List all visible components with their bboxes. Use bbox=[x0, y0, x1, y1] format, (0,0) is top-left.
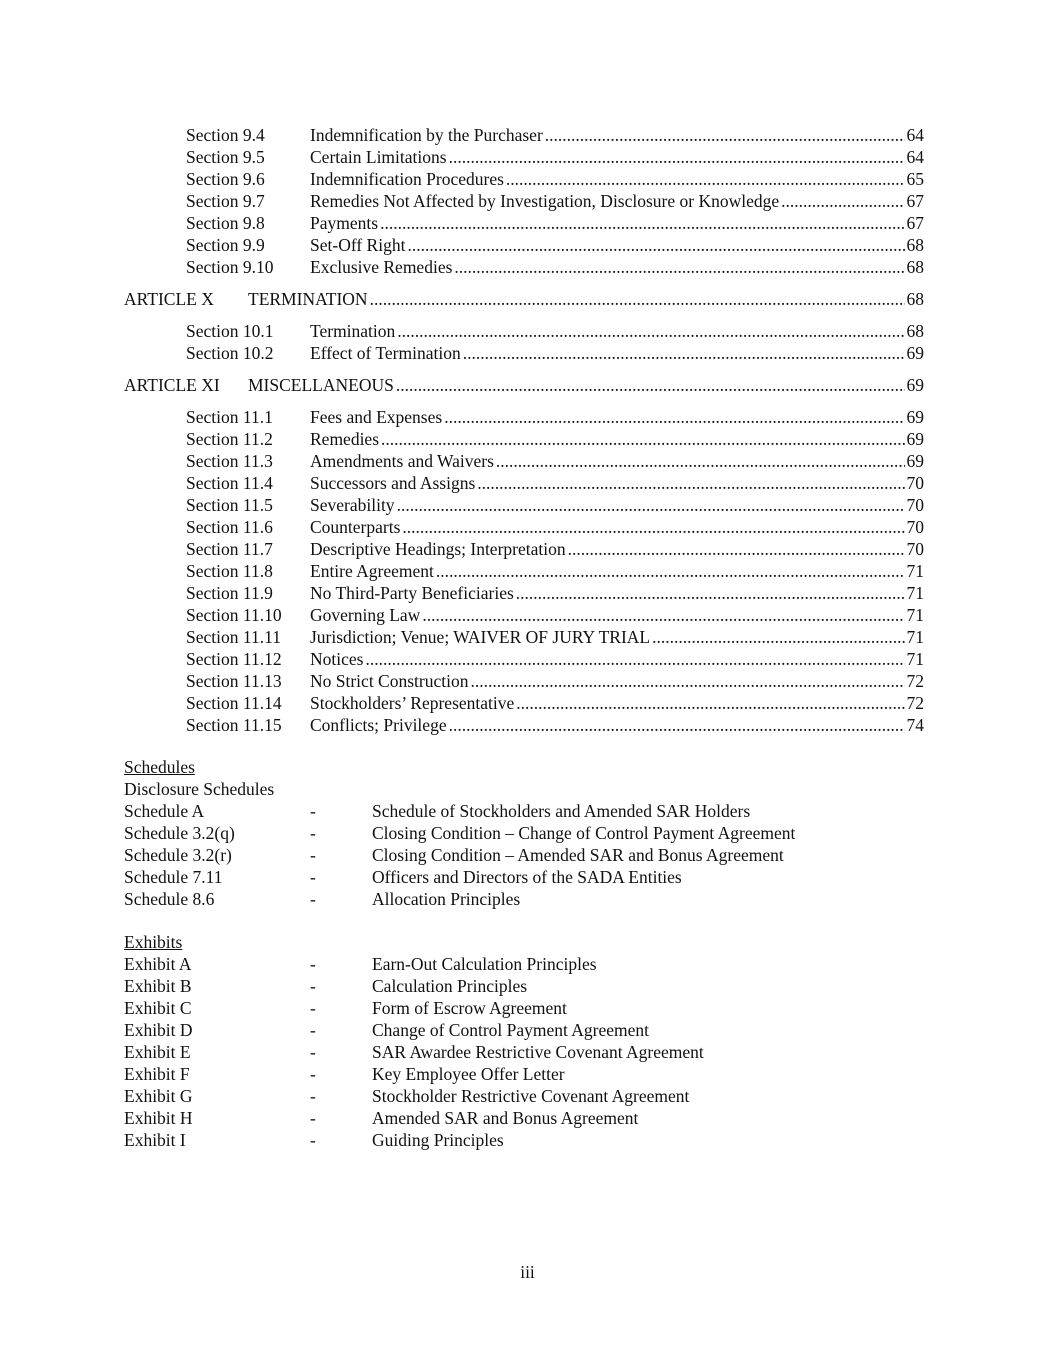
toc-entry-title: Notices bbox=[310, 649, 364, 669]
page-number: iii bbox=[520, 1262, 535, 1282]
toc-entry-number: Section 11.14 bbox=[186, 693, 282, 713]
dot-leader bbox=[396, 374, 905, 396]
toc-entry-number: Section 11.2 bbox=[186, 429, 273, 449]
article-number: ARTICLE X bbox=[124, 289, 214, 309]
exhibit-description: SAR Awardee Restrictive Covenant Agreement bbox=[372, 1042, 704, 1062]
toc-entry-title: Stockholders’ Representative bbox=[310, 693, 515, 713]
dot-leader bbox=[463, 342, 905, 364]
toc-entry-number: Section 9.4 bbox=[186, 125, 265, 145]
toc-entry-number: Section 9.7 bbox=[186, 191, 265, 211]
exhibit-row bbox=[124, 975, 924, 997]
schedule-description: Schedule of Stockholders and Amended SAR Holders bbox=[372, 801, 751, 821]
toc-entry-number: Section 9.9 bbox=[186, 235, 265, 255]
toc-entry-number: Section 11.11 bbox=[186, 627, 281, 647]
toc-entry bbox=[186, 670, 924, 692]
toc-entry-number: Section 11.13 bbox=[186, 671, 282, 691]
dash: - bbox=[310, 845, 316, 865]
dash: - bbox=[310, 889, 316, 909]
toc-entry bbox=[186, 472, 924, 494]
toc-entry bbox=[186, 234, 924, 256]
exhibit-row bbox=[124, 1107, 924, 1129]
dot-leader bbox=[397, 320, 904, 342]
dot-leader bbox=[397, 494, 905, 516]
schedule-label: Schedule 8.6 bbox=[124, 889, 215, 909]
dot-leader bbox=[444, 406, 904, 428]
exhibit-description: Guiding Principles bbox=[372, 1130, 504, 1150]
exhibits-heading: Exhibits bbox=[124, 932, 183, 952]
schedule-description: Allocation Principles bbox=[372, 889, 521, 909]
schedule-row bbox=[124, 822, 924, 844]
exhibit-description: Calculation Principles bbox=[372, 976, 528, 996]
toc-entry-page: 67 bbox=[906, 191, 924, 211]
exhibit-row bbox=[124, 997, 924, 1019]
toc-entry-page: 70 bbox=[906, 539, 924, 559]
toc-entry-number: Section 11.5 bbox=[186, 495, 273, 515]
exhibit-description: Stockholder Restrictive Covenant Agreement bbox=[372, 1086, 690, 1106]
toc-entry-number: Section 9.10 bbox=[186, 257, 274, 277]
exhibit-description: Change of Control Payment Agreement bbox=[372, 1020, 650, 1040]
exhibit-label: Exhibit A bbox=[124, 954, 192, 974]
toc-entry bbox=[186, 450, 924, 472]
toc-entry-page: 69 bbox=[906, 343, 924, 363]
dot-leader bbox=[370, 288, 905, 310]
dot-leader bbox=[516, 582, 905, 604]
toc-entry-title: Set-Off Right bbox=[310, 235, 406, 255]
toc-entry bbox=[186, 648, 924, 670]
toc-entry-page: 74 bbox=[906, 715, 924, 735]
dot-leader bbox=[652, 626, 904, 648]
dot-leader bbox=[436, 560, 905, 582]
toc-entry bbox=[186, 256, 924, 278]
dash: - bbox=[310, 1130, 316, 1150]
exhibit-row bbox=[124, 1085, 924, 1107]
toc-entry bbox=[186, 428, 924, 450]
toc-entry-title: Indemnification Procedures bbox=[310, 169, 504, 189]
toc-entry-number: Section 11.6 bbox=[186, 517, 273, 537]
dash: - bbox=[310, 1108, 316, 1128]
dot-leader bbox=[506, 168, 905, 190]
toc-entry-page: 65 bbox=[906, 169, 924, 189]
exhibit-row bbox=[124, 953, 924, 975]
dot-leader bbox=[781, 190, 904, 212]
dot-leader bbox=[422, 604, 904, 626]
toc-entry-title: Payments bbox=[310, 213, 379, 233]
toc-entry-page: 70 bbox=[906, 473, 924, 493]
toc-entry-title: Descriptive Headings; Interpretation bbox=[310, 539, 566, 559]
toc-entry-title: Termination bbox=[310, 321, 396, 341]
exhibit-label: Exhibit B bbox=[124, 976, 192, 996]
toc-entry bbox=[186, 692, 924, 714]
dot-leader bbox=[477, 472, 904, 494]
dot-leader bbox=[402, 516, 904, 538]
article-page: 69 bbox=[906, 375, 924, 395]
schedule-label: Schedule 3.2(q) bbox=[124, 823, 235, 843]
toc-entry-number: Section 11.1 bbox=[186, 407, 273, 427]
dot-leader bbox=[516, 692, 904, 714]
toc-entry-page: 70 bbox=[906, 517, 924, 537]
schedule-description: Officers and Directors of the SADA Entities bbox=[372, 867, 682, 887]
dot-leader bbox=[380, 212, 904, 234]
toc-entry-page: 64 bbox=[906, 125, 924, 145]
toc-article-heading bbox=[124, 374, 924, 396]
toc-entry-number: Section 11.3 bbox=[186, 451, 273, 471]
exhibit-label: Exhibit C bbox=[124, 998, 192, 1018]
schedule-label: Schedule 3.2(r) bbox=[124, 845, 232, 865]
exhibit-description: Earn-Out Calculation Principles bbox=[372, 954, 597, 974]
article-page: 68 bbox=[906, 289, 924, 309]
toc-entry bbox=[186, 494, 924, 516]
schedule-description: Closing Condition – Amended SAR and Bonus Agreement bbox=[372, 845, 784, 865]
schedule-label: Schedule 7.11 bbox=[124, 867, 223, 887]
toc-entry-title: Amendments and Waivers bbox=[310, 451, 494, 471]
exhibit-label: Exhibit F bbox=[124, 1064, 190, 1084]
exhibit-label: Exhibit D bbox=[124, 1020, 193, 1040]
toc-entry bbox=[186, 604, 924, 626]
exhibit-row bbox=[124, 1019, 924, 1041]
toc-entry-title: Remedies bbox=[310, 429, 380, 449]
toc-entry-page: 72 bbox=[906, 693, 924, 713]
exhibit-label: Exhibit H bbox=[124, 1108, 193, 1128]
toc-entry-title: Entire Agreement bbox=[310, 561, 434, 581]
toc-entry bbox=[186, 406, 924, 428]
schedule-row bbox=[124, 800, 924, 822]
dot-leader bbox=[381, 428, 904, 450]
toc-entry bbox=[186, 342, 924, 364]
toc-entry-title: Conflicts; Privilege bbox=[310, 715, 447, 735]
toc-entry bbox=[186, 190, 924, 212]
toc-entry-title: Exclusive Remedies bbox=[310, 257, 453, 277]
toc-entry-number: Section 10.1 bbox=[186, 321, 274, 341]
dash: - bbox=[310, 1064, 316, 1084]
exhibit-description: Form of Escrow Agreement bbox=[372, 998, 567, 1018]
schedule-label: Schedule A bbox=[124, 801, 205, 821]
article-number: ARTICLE XI bbox=[124, 375, 220, 395]
toc-entry-page: 68 bbox=[906, 257, 924, 277]
toc-entry bbox=[186, 320, 924, 342]
toc-entry bbox=[186, 714, 924, 736]
toc-entry-page: 64 bbox=[906, 147, 924, 167]
toc-entry-page: 69 bbox=[906, 407, 924, 427]
exhibit-row bbox=[124, 1041, 924, 1063]
toc-entry bbox=[186, 582, 924, 604]
exhibit-description: Amended SAR and Bonus Agreement bbox=[372, 1108, 639, 1128]
toc-entry-title: Certain Limitations bbox=[310, 147, 447, 167]
dot-leader bbox=[545, 124, 905, 146]
dash: - bbox=[310, 954, 316, 974]
exhibit-label: Exhibit I bbox=[124, 1130, 186, 1150]
article-title: MISCELLANEOUS bbox=[248, 375, 394, 395]
toc-entry-title: Remedies Not Affected by Investigation, Disclosure or Knowledge bbox=[310, 191, 780, 211]
dash: - bbox=[310, 867, 316, 887]
toc-entry-page: 71 bbox=[906, 649, 924, 669]
dash: - bbox=[310, 1086, 316, 1106]
dash: - bbox=[310, 998, 316, 1018]
toc-entry-page: 69 bbox=[906, 429, 924, 449]
toc-entry-number: Section 11.8 bbox=[186, 561, 273, 581]
schedules-heading: Schedules bbox=[124, 757, 195, 777]
toc-entry-title: Counterparts bbox=[310, 517, 401, 537]
toc-entry-number: Section 11.4 bbox=[186, 473, 273, 493]
schedule-row bbox=[124, 888, 924, 910]
dot-leader bbox=[449, 146, 905, 168]
toc-article-heading bbox=[124, 288, 924, 310]
toc-entry-number: Section 9.8 bbox=[186, 213, 265, 233]
toc-entry-page: 68 bbox=[906, 235, 924, 255]
toc-entry-number: Section 11.7 bbox=[186, 539, 273, 559]
exhibit-description: Key Employee Offer Letter bbox=[372, 1064, 565, 1084]
article-title: TERMINATION bbox=[248, 289, 368, 309]
toc-entry-number: Section 11.15 bbox=[186, 715, 282, 735]
toc-entry-title: Governing Law bbox=[310, 605, 421, 625]
dot-leader bbox=[449, 714, 905, 736]
toc-entry-page: 71 bbox=[906, 605, 924, 625]
toc-entry-page: 71 bbox=[906, 561, 924, 581]
dash: - bbox=[310, 801, 316, 821]
toc-entry-page: 67 bbox=[906, 213, 924, 233]
dot-leader bbox=[470, 670, 904, 692]
toc-entry-title: No Strict Construction bbox=[310, 671, 469, 691]
toc-entry-title: No Third-Party Beneficiaries bbox=[310, 583, 514, 603]
toc-entry bbox=[186, 124, 924, 146]
toc-entry-page: 70 bbox=[906, 495, 924, 515]
toc-entry-number: Section 11.10 bbox=[186, 605, 282, 625]
disclosure-schedules-label: Disclosure Schedules bbox=[124, 779, 275, 799]
dot-leader bbox=[365, 648, 904, 670]
toc-entry-page: 71 bbox=[906, 627, 924, 647]
toc-entry-title: Effect of Termination bbox=[310, 343, 461, 363]
dash: - bbox=[310, 976, 316, 996]
toc-entry-title: Fees and Expenses bbox=[310, 407, 443, 427]
dash: - bbox=[310, 1042, 316, 1062]
toc-entry-number: Section 9.5 bbox=[186, 147, 265, 167]
dot-leader bbox=[407, 234, 904, 256]
dot-leader bbox=[454, 256, 904, 278]
toc-entry-number: Section 11.12 bbox=[186, 649, 282, 669]
toc-entry-number: Section 10.2 bbox=[186, 343, 274, 363]
schedule-row bbox=[124, 844, 924, 866]
toc-entry bbox=[186, 168, 924, 190]
toc-entry-number: Section 9.6 bbox=[186, 169, 265, 189]
exhibit-label: Exhibit E bbox=[124, 1042, 191, 1062]
exhibit-row bbox=[124, 1129, 924, 1151]
dash: - bbox=[310, 1020, 316, 1040]
schedule-row bbox=[124, 866, 924, 888]
toc-entry bbox=[186, 212, 924, 234]
toc-entry-page: 71 bbox=[906, 583, 924, 603]
toc-entry-number: Section 11.9 bbox=[186, 583, 273, 603]
toc-entry-title: Successors and Assigns bbox=[310, 473, 476, 493]
toc-entry bbox=[186, 560, 924, 582]
dash: - bbox=[310, 823, 316, 843]
schedule-description: Closing Condition – Change of Control Payment Agreement bbox=[372, 823, 796, 843]
toc-entry-page: 68 bbox=[906, 321, 924, 341]
toc-entry-page: 72 bbox=[906, 671, 924, 691]
toc-entry-page: 69 bbox=[906, 451, 924, 471]
toc-entry bbox=[186, 516, 924, 538]
toc-entry-title: Indemnification by the Purchaser bbox=[310, 125, 543, 145]
toc-entry bbox=[186, 146, 924, 168]
toc-entry bbox=[186, 626, 924, 648]
toc-entry bbox=[186, 538, 924, 560]
exhibit-label: Exhibit G bbox=[124, 1086, 193, 1106]
toc-entry-title: Severability bbox=[310, 495, 395, 515]
exhibit-row bbox=[124, 1063, 924, 1085]
dot-leader bbox=[568, 538, 905, 560]
toc-entry-title: Jurisdiction; Venue; WAIVER OF JURY TRIAL bbox=[310, 627, 651, 647]
dot-leader bbox=[496, 450, 905, 472]
